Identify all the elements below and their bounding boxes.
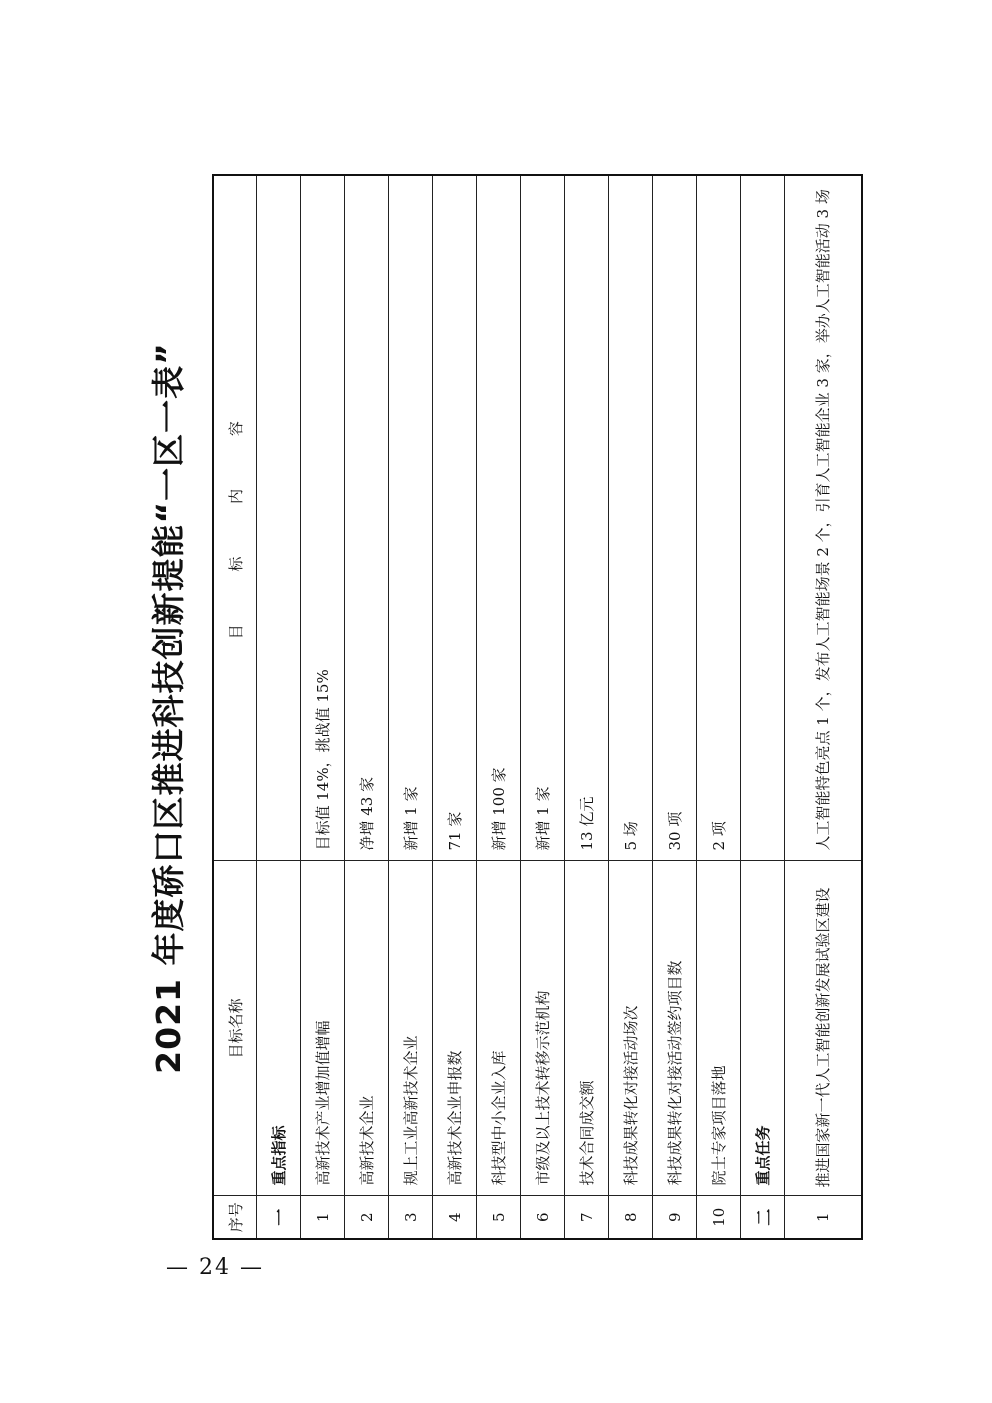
row-no: 7 — [565, 1196, 609, 1239]
section-row — [741, 175, 785, 1239]
header-no: 序号 — [213, 1196, 257, 1239]
row-name: 科技成果转化对接活动场次 — [609, 861, 653, 1196]
row-name: 规上工业高新技术企业 — [389, 861, 433, 1196]
section-empty-cell — [257, 175, 301, 861]
row-no: 10 — [697, 1196, 741, 1239]
section-no: 二 — [741, 1196, 785, 1239]
row-content: 人工智能特色亮点 1 个，发布人工智能场景 2 个，引育人工智能企业 3 家，举办人工智能活动 3 场 — [785, 175, 863, 861]
table-row — [345, 175, 389, 1239]
row-no: 1 — [301, 1196, 345, 1239]
header-name: 目标名称 — [213, 861, 257, 1196]
table-row — [521, 175, 565, 1239]
row-name: 高新技术企业申报数 — [433, 861, 477, 1196]
row-content: 净增 43 家 — [345, 175, 389, 861]
row-no: 8 — [609, 1196, 653, 1239]
table-row — [653, 175, 697, 1239]
row-content: 30 项 — [653, 175, 697, 861]
row-name: 科技成果转化对接活动签约项目数 — [653, 861, 697, 1196]
document-title: 2021 年度硚口区推进科技创新提能“一区一表” — [149, 342, 188, 1074]
row-content: 新增 1 家 — [521, 175, 565, 861]
page-number: — 24 — — [166, 1255, 264, 1280]
section-row — [257, 175, 301, 1239]
target-table — [212, 174, 863, 1240]
row-no: 6 — [521, 1196, 565, 1239]
row-no: 3 — [389, 1196, 433, 1239]
table-row — [609, 175, 653, 1239]
table-row — [433, 175, 477, 1239]
row-no: 4 — [433, 1196, 477, 1239]
table-row — [697, 175, 741, 1239]
row-name: 市级及以上技术转移示范机构 — [521, 861, 565, 1196]
row-no: 5 — [477, 1196, 521, 1239]
row-name: 高新技术企业 — [345, 861, 389, 1196]
table-header-row — [213, 175, 257, 1239]
table-row — [785, 175, 863, 1239]
row-content: 目标值 14%，挑战值 15% — [301, 175, 345, 861]
section-title: 重点指标 — [257, 861, 301, 1196]
table-row — [565, 175, 609, 1239]
section-no: 一 — [257, 1196, 301, 1239]
row-content: 新增 1 家 — [389, 175, 433, 861]
rotated-table-sheet — [130, 176, 870, 1240]
row-no: 9 — [653, 1196, 697, 1239]
row-content: 71 家 — [433, 175, 477, 861]
row-name: 推进国家新一代人工智能创新发展试验区建设 — [785, 861, 863, 1196]
row-no: 1 — [785, 1196, 863, 1239]
section-title: 重点任务 — [741, 861, 785, 1196]
row-content: 13 亿元 — [565, 175, 609, 861]
row-content: 5 场 — [609, 175, 653, 861]
row-name: 高新技术产业增加值增幅 — [301, 861, 345, 1196]
header-content: 目 标 内 容 — [213, 175, 257, 861]
row-content: 2 项 — [697, 175, 741, 861]
table-row — [301, 175, 345, 1239]
row-name: 技术合同成交额 — [565, 861, 609, 1196]
row-name: 院士专家项目落地 — [697, 861, 741, 1196]
table-row — [389, 175, 433, 1239]
row-no: 2 — [345, 1196, 389, 1239]
row-name: 科技型中小企业入库 — [477, 861, 521, 1196]
row-content: 新增 100 家 — [477, 175, 521, 861]
table-row — [477, 175, 521, 1239]
section-empty-cell — [741, 175, 785, 861]
